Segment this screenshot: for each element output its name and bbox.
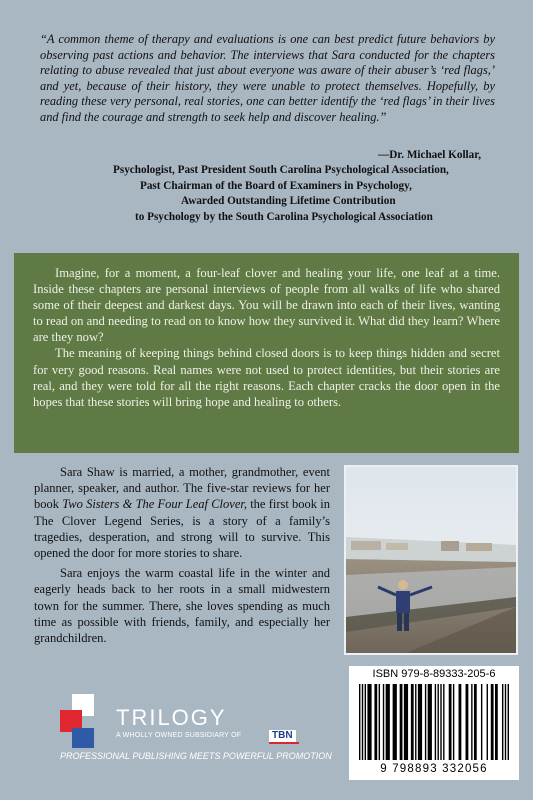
barcode-bar xyxy=(362,684,363,760)
barcode-bar xyxy=(359,684,360,760)
barcode-bar xyxy=(443,684,444,760)
barcode-bar xyxy=(495,684,498,760)
book-blurb-box xyxy=(14,253,519,453)
barcode-bar xyxy=(471,684,472,760)
barcode-bar xyxy=(438,684,439,760)
publisher-logo xyxy=(60,694,340,784)
bio-paragraph xyxy=(34,464,330,561)
barcode-bars-icon xyxy=(357,684,511,762)
trilogy-logo-icon xyxy=(60,694,110,750)
barcode-bar xyxy=(502,684,503,760)
barcode-digits: 9 798893 332056 xyxy=(380,763,488,775)
barcode-bar xyxy=(415,684,416,760)
blurb-paragraph: Imagine, for a moment, a four-leaf clover and healing your life, one leaf at a time. Inside these chapters are personal interviews of people from all walks of life who shared some of their deepest and darkest days. You will be drawn into each of their lives, wanting to read on and needing to read on to know how they survived it. What did they learn? Where are they now? xyxy=(33,266,500,345)
attribution-line: Awarded Outstanding Lifetime Contribution xyxy=(181,195,396,208)
barcode-bar xyxy=(400,684,403,760)
bio-text: the first book in The Clover Legend Series, is a story of a family’s tragedies, desperation, and strong will to survive. This opened the door for more stories to share. xyxy=(34,497,331,561)
attribution-line: to Psychology by the South Carolina Psychological Association xyxy=(135,210,433,223)
beach-photo-icon xyxy=(346,467,516,653)
endorsement-attribution xyxy=(51,148,481,225)
barcode-bar xyxy=(411,684,414,760)
barcode-bar xyxy=(383,684,384,760)
barcode-bar xyxy=(404,684,408,760)
barcode-bar xyxy=(374,684,377,760)
barcode-bar xyxy=(481,684,482,760)
publisher-tagline: PROFESSIONAL PUBLISHING MEETS POWERFUL PROMOTION xyxy=(60,751,332,761)
barcode-bar xyxy=(435,684,436,760)
barcode-bar xyxy=(466,684,469,760)
barcode-bar xyxy=(367,684,371,760)
isbn-label: ISBN 979-8-89333-205-6 xyxy=(372,668,496,680)
endorsement-quote: “A common theme of therapy and evaluations is one can best predict future behaviors by observing past actions and behavior. The interviews that Sara conducted for the chapters relating to abuse revealed that just about everyone was aware of their abuser’s ‘red flags,’ and yet, because of their history, they were unable to protect themselves. Hopefully, by reading these very personal, real stories, one can better identify the ‘red flags’ in their lives and find the courage and strength to seek help and discover healing.” xyxy=(40,32,495,124)
barcode-bar xyxy=(505,684,506,760)
tbn-logo: TBN xyxy=(269,730,296,742)
attribution-line: Psychologist, Past President South Carolina Psychological Association, xyxy=(113,164,449,177)
barcode-bar xyxy=(453,684,454,760)
publisher-subsidiary: A WHOLLY OWNED SUBSIDIARY OF xyxy=(116,732,242,739)
barcode-bar xyxy=(425,684,426,760)
barcode-bar xyxy=(487,684,488,760)
barcode-bar xyxy=(474,684,477,760)
barcode-bar xyxy=(440,684,441,760)
barcode-bar xyxy=(386,684,390,760)
barcode-bar xyxy=(459,684,462,760)
barcode-bar xyxy=(428,684,432,760)
blurb-paragraph: The meaning of keeping things behind closed doors is to keep things hidden and secret for very good reasons. Real names were not used to protect identities, but their stories are real, and they were told for all the right reasons. Each chapter cracks the door open in the hopes that these stories will bring hope and healing to others. xyxy=(33,346,500,409)
barcode-bar xyxy=(508,684,509,760)
barcode-bar xyxy=(379,684,380,760)
author-bio xyxy=(34,464,330,650)
attribution-name: —Dr. Michael Kollar, xyxy=(378,149,481,161)
barcode-bar xyxy=(393,684,397,760)
book-title: Two Sisters & The Four Leaf Clover, xyxy=(62,497,247,512)
barcode-bar xyxy=(418,684,422,760)
author-photo xyxy=(344,465,518,655)
publisher-name: TRILOGY xyxy=(116,705,227,730)
barcode-bar xyxy=(365,684,366,760)
attribution-line: Past Chairman of the Board of Examiners in Psychology, xyxy=(140,179,412,192)
barcode-bar xyxy=(449,684,452,760)
bio-paragraph: Sara enjoys the warm coastal life in the winter and eagerly heads back to her roots in a small midwestern town for the summer. There, she loves spending as much time as possible with friends, family, and especially her grandchildren. xyxy=(34,566,330,646)
tbn-strip xyxy=(269,742,299,744)
bio-text: Sara Shaw is married, a mother, grandmother, event planner, speaker, and author. The five-star reviews for her book xyxy=(34,465,330,512)
barcode-bar xyxy=(491,684,494,760)
isbn-barcode xyxy=(349,666,519,780)
